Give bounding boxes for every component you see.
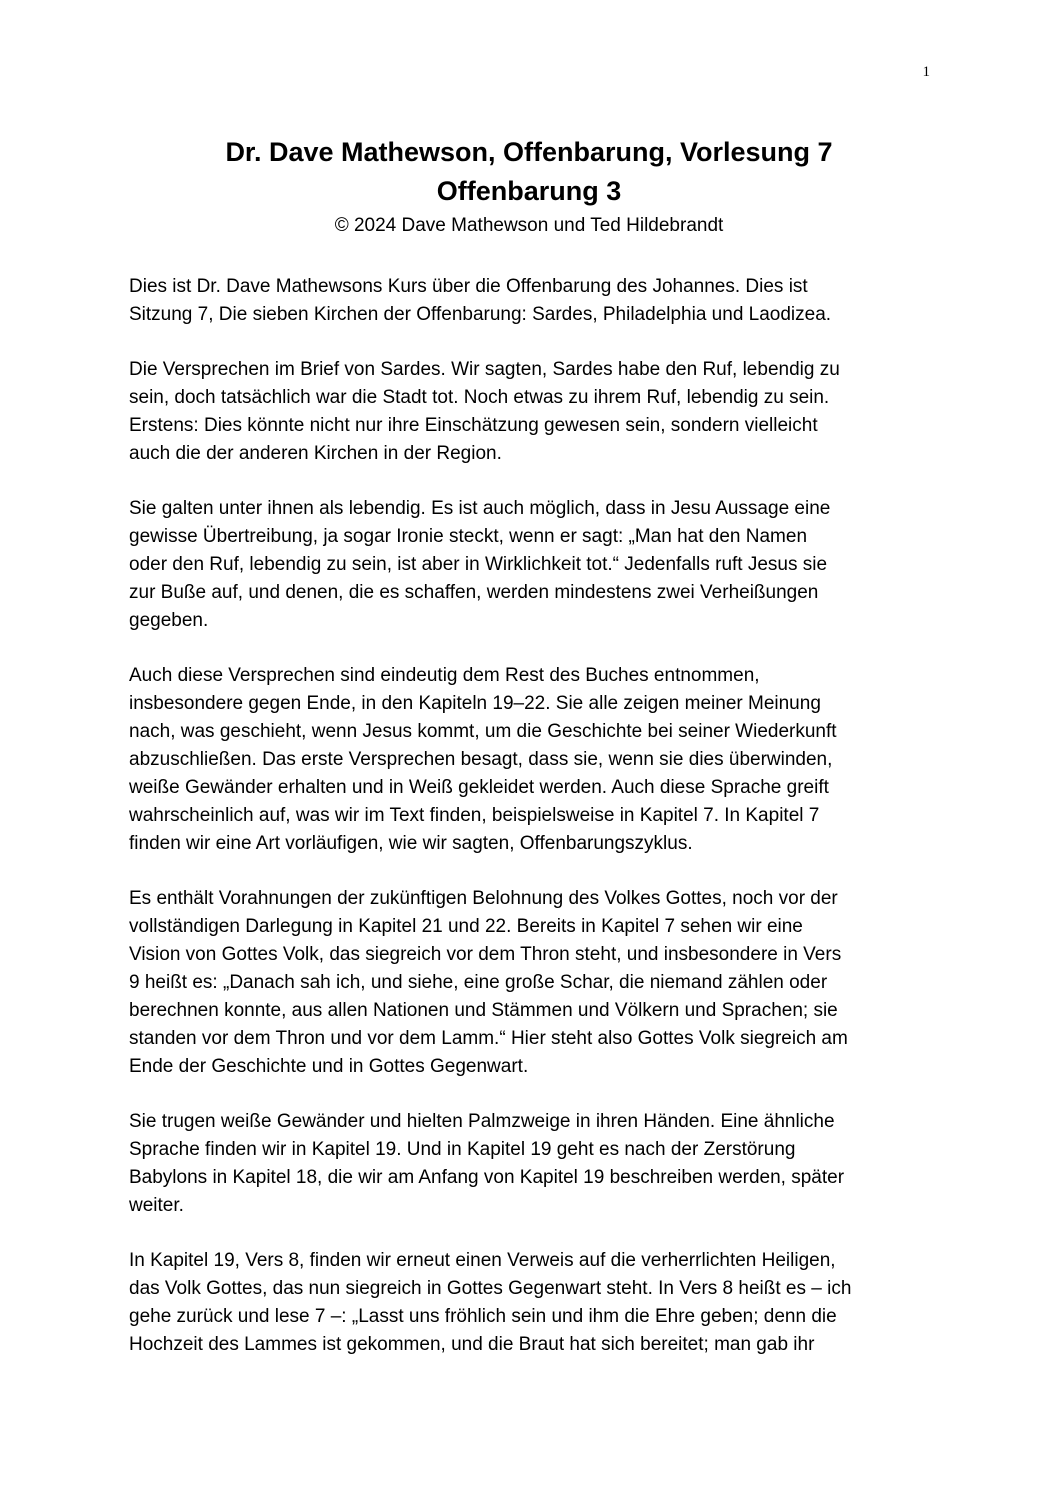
text-line: Sie galten unter ihnen als lebendig. Es ist auch möglich, dass in Jesu Aussage eine [129, 498, 831, 519]
document-body [129, 273, 931, 1386]
paragraph [129, 495, 931, 635]
text-line: weiter. [129, 1195, 184, 1216]
paragraph [129, 1247, 931, 1359]
text-line: Hochzeit des Lammes ist gekommen, und die Braut hat sich bereitet; man gab ihr [129, 1334, 815, 1355]
text-line: Erstens: Dies könnte nicht nur ihre Einschätzung gewesen sein, sondern vielleicht [129, 415, 818, 436]
title-line: Dr. Dave Mathewson, Offenbarung, Vorlesung 7 [225, 137, 833, 167]
text-line: Vision von Gottes Volk, das siegreich vor dem Thron steht, und insbesondere in Vers [129, 944, 842, 965]
paragraph [129, 662, 931, 858]
text-line: auch die der anderen Kirchen in der Region. [129, 443, 502, 464]
text-line: standen vor dem Thron und vor dem Lamm.“ Hier steht also Gottes Volk siegreich am [129, 1028, 848, 1049]
text-line: Ende der Geschichte und in Gottes Gegenwart. [129, 1056, 529, 1077]
document-header [128, 133, 930, 240]
text-line: insbesondere gegen Ende, in den Kapiteln 19–22. Sie alle zeigen meiner Meinung [129, 693, 821, 714]
text-line: nach, was geschieht, wenn Jesus kommt, um die Geschichte bei seiner Wiederkunft [129, 721, 837, 742]
text-line: berechnen konnte, aus allen Nationen und Stämmen und Völkern und Sprachen; sie [129, 1000, 838, 1021]
text-line: wahrscheinlich auf, was wir im Text finden, beispielsweise in Kapitel 7. In Kapitel 7 [129, 805, 820, 826]
text-line: zur Buße auf, und denen, die es schaffen, werden mindestens zwei Verheißungen [129, 582, 819, 603]
text-line: Sprache finden wir in Kapitel 19. Und in Kapitel 19 geht es nach der Zerstörung [129, 1139, 796, 1160]
text-line: Es enthält Vorahnungen der zukünftigen Belohnung des Volkes Gottes, noch vor der [129, 888, 838, 909]
paragraph [129, 1108, 931, 1220]
text-line: Die Versprechen im Brief von Sardes. Wir sagten, Sardes habe den Ruf, lebendig zu [129, 359, 840, 380]
text-line: Dies ist Dr. Dave Mathewsons Kurs über die Offenbarung des Johannes. Dies ist [129, 276, 808, 297]
text-line: weiße Gewänder erhalten und in Weiß gekleidet werden. Auch diese Sprache greift [129, 777, 829, 798]
paragraph [129, 885, 931, 1081]
text-line: abzuschließen. Das erste Versprechen besagt, dass sie, wenn sie dies überwinden, [129, 749, 833, 770]
text-line: finden wir eine Art vorläufigen, wie wir sagten, Offenbarungszyklus. [129, 833, 693, 854]
paragraph [129, 273, 931, 329]
paragraph [129, 356, 931, 468]
text-line: gegeben. [129, 610, 209, 631]
text-line: 9 heißt es: „Danach sah ich, und siehe, eine große Schar, die niemand zählen oder [129, 972, 828, 993]
text-line: oder den Ruf, lebendig zu sein, ist aber in Wirklichkeit tot.“ Jedenfalls ruft Jesus sie [129, 554, 828, 575]
document-title [128, 133, 930, 211]
text-line: Sie trugen weiße Gewänder und hielten Palmzweige in ihren Händen. Eine ähnliche [129, 1111, 835, 1132]
text-line: Babylons in Kapitel 18, die wir am Anfang von Kapitel 19 beschreiben werden, später [129, 1167, 845, 1188]
text-line: das Volk Gottes, das nun siegreich in Gottes Gegenwart steht. In Vers 8 heißt es – ich [129, 1278, 852, 1299]
text-line: vollständigen Darlegung in Kapitel 21 und 22. Bereits in Kapitel 7 sehen wir eine [129, 916, 803, 937]
text-line: Auch diese Versprechen sind eindeutig dem Rest des Buches entnommen, [129, 665, 760, 686]
text-line: sein, doch tatsächlich war die Stadt tot. Noch etwas zu ihrem Ruf, lebendig zu sein. [129, 387, 830, 408]
text-line: gehe zurück und lese 7 –: „Lasst uns fröhlich sein und ihm die Ehre geben; denn die [129, 1306, 837, 1327]
text-line: gewisse Übertreibung, ja sogar Ironie steckt, wenn er sagt: „Man hat den Namen [129, 526, 808, 547]
copyright-notice: © 2024 Dave Mathewson und Ted Hildebrandt [334, 215, 724, 236]
page-number: 1 [922, 64, 930, 80]
text-line: Sitzung 7, Die sieben Kirchen der Offenbarung: Sardes, Philadelphia und Laodizea. [129, 304, 832, 325]
subtitle-line: Offenbarung 3 [436, 176, 622, 206]
text-line: In Kapitel 19, Vers 8, finden wir erneut einen Verweis auf die verherrlichten Heiligen, [129, 1250, 836, 1271]
